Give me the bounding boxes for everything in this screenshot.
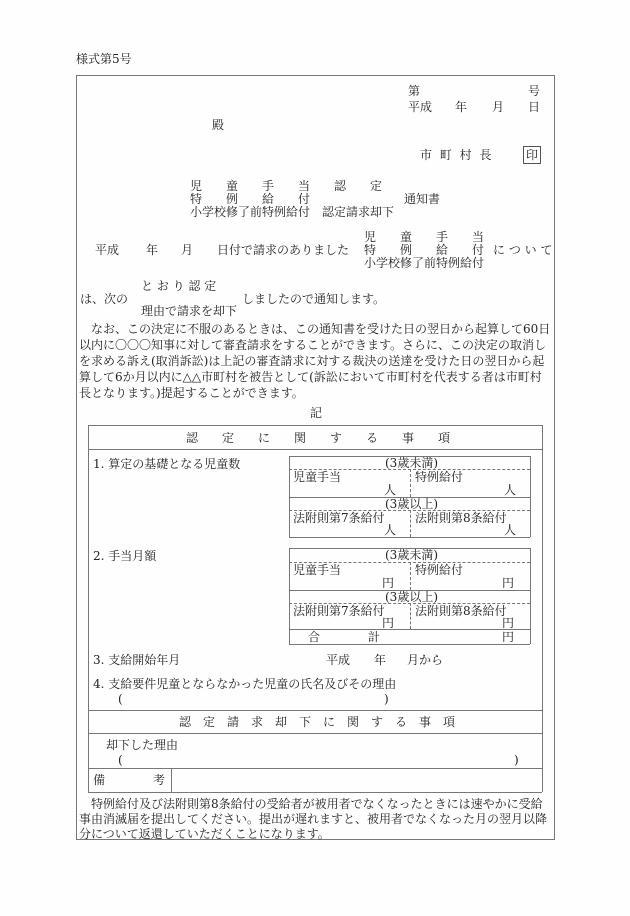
item3-year: 年: [374, 653, 387, 667]
rejection-open-paren: (: [118, 753, 123, 767]
date-day: 日: [528, 100, 541, 114]
intro-month: 月: [181, 243, 194, 257]
form-number: 様式第5号: [76, 52, 132, 66]
number-suffix: 号: [528, 84, 541, 98]
item2-over3: (3歳以上): [385, 590, 438, 604]
item1-under3: (3歳未満): [385, 456, 438, 470]
seal-stamp: 印: [523, 146, 541, 164]
notice-line: 以内に〇〇〇知事に対して審査請求をすることができます。さらに、この決定の取消し: [79, 338, 547, 352]
item1-unit: 人: [384, 483, 397, 497]
item1-unit: 人: [384, 523, 397, 537]
section-certification-title: 認 定 に 関 す る 事 項: [186, 431, 451, 445]
item3-label: 3. 支給開始年月: [93, 653, 181, 667]
notice-line: を求める訴え(取消訴訟)は上記の審査請求に対する裁決の送達を受けた日の翌日から起: [79, 354, 545, 368]
title-line-2: 特 例 給 付: [190, 192, 311, 206]
notice-line: 算して6か月以内に△△市町村を被告として(訴訟において市町村を代表する者は市町村: [79, 370, 542, 384]
item2-unit: 円: [502, 616, 515, 630]
rejection-close-paren: ): [514, 753, 519, 767]
addressee-suffix: 殿: [212, 118, 225, 132]
item4-label: 4. 支給要件児童とならなかった児童の氏名及びその理由: [93, 677, 397, 691]
item1-unit: 人: [504, 523, 517, 537]
ki-heading: 記: [310, 406, 323, 420]
date-era: 平成: [408, 100, 433, 114]
item1-child-allowance: 児童手当: [293, 470, 342, 484]
item2-unit: 円: [502, 630, 515, 644]
intro-option-2: 特 例 給 付: [364, 243, 485, 257]
item2-unit: 円: [502, 576, 515, 590]
item2-special-benefit: 特例給付: [415, 563, 464, 577]
intro-wa-tsugi: は、次の: [80, 292, 129, 306]
item2-art7: 法附則第7条給付: [293, 604, 385, 618]
notice-line: なお、この決定に不服のあるときは、この通知書を受けた日の翌日から起算して60日: [79, 322, 551, 336]
item2-unit: 円: [382, 616, 395, 630]
footer-line: 特例給付及び法附則第8条給付の受給者が被用者でなくなったときには速やかに受給: [79, 797, 543, 811]
item3-era: 平成: [326, 653, 351, 667]
intro-tail: しましたので通知します。: [242, 292, 386, 306]
title-suffix: 通知書: [404, 192, 441, 206]
intro-about: に つ い て: [493, 243, 553, 257]
rejection-reason-label: 却下した理由: [106, 738, 179, 752]
remarks-label-a: 備: [93, 773, 106, 787]
item1-label: 1. 算定の基礎となる児童数: [93, 457, 241, 471]
item1-special-benefit: 特例給付: [415, 470, 464, 484]
item2-art8: 法附則第8条給付: [415, 604, 507, 618]
item1-over3: (3歳以上): [385, 497, 438, 511]
item2-label: 2. 手当月額: [93, 549, 157, 563]
title-line-3: 小学校修了前特例給付 認定請求却下: [190, 205, 395, 219]
item2-under3: (3歳未満): [385, 548, 438, 562]
title-line-1: 児 童 手 当 認 定: [190, 179, 383, 193]
item1-unit: 人: [504, 483, 517, 497]
date-month: 月: [492, 100, 505, 114]
intro-choice-approve: と お り 認 定: [141, 279, 217, 293]
intro-year: 年: [146, 243, 159, 257]
item4-open-paren: (: [118, 692, 123, 706]
notice-line: 長となります。)提起することができます。: [79, 386, 304, 400]
number-prefix: 第: [408, 84, 421, 98]
intro-era: 平成: [95, 243, 120, 257]
footer-line: 事由消滅届を提出してください。提出が遅れますと、被用者でなくなった月の翌月以降: [79, 812, 548, 826]
date-year: 年: [455, 100, 468, 114]
item1-art8: 法附則第8条給付: [415, 511, 507, 525]
item2-unit: 円: [382, 576, 395, 590]
item4-close-paren: ): [384, 692, 389, 706]
item3-month-from: 月から: [407, 653, 444, 667]
intro-option-3: 小学校修了前特例給付: [364, 256, 485, 270]
item2-child-allowance: 児童手当: [293, 563, 342, 577]
remarks-label-b: 考: [153, 773, 166, 787]
item2-total-label: 合 計: [308, 630, 381, 644]
intro-date-text: 日付で請求のありました: [217, 243, 350, 257]
issuer-title: 市 町 村 長: [420, 148, 492, 162]
item1-art7: 法附則第7条給付: [293, 511, 385, 525]
section-rejection-title: 認 定 請 求 却 下 に 関 す る 事 項: [179, 715, 456, 729]
intro-option-1: 児 童 手 当: [364, 230, 485, 244]
footer-line: 分について返還していただくことになります。: [79, 827, 330, 841]
intro-choice-reject: 理由で請求を却下: [141, 304, 238, 318]
